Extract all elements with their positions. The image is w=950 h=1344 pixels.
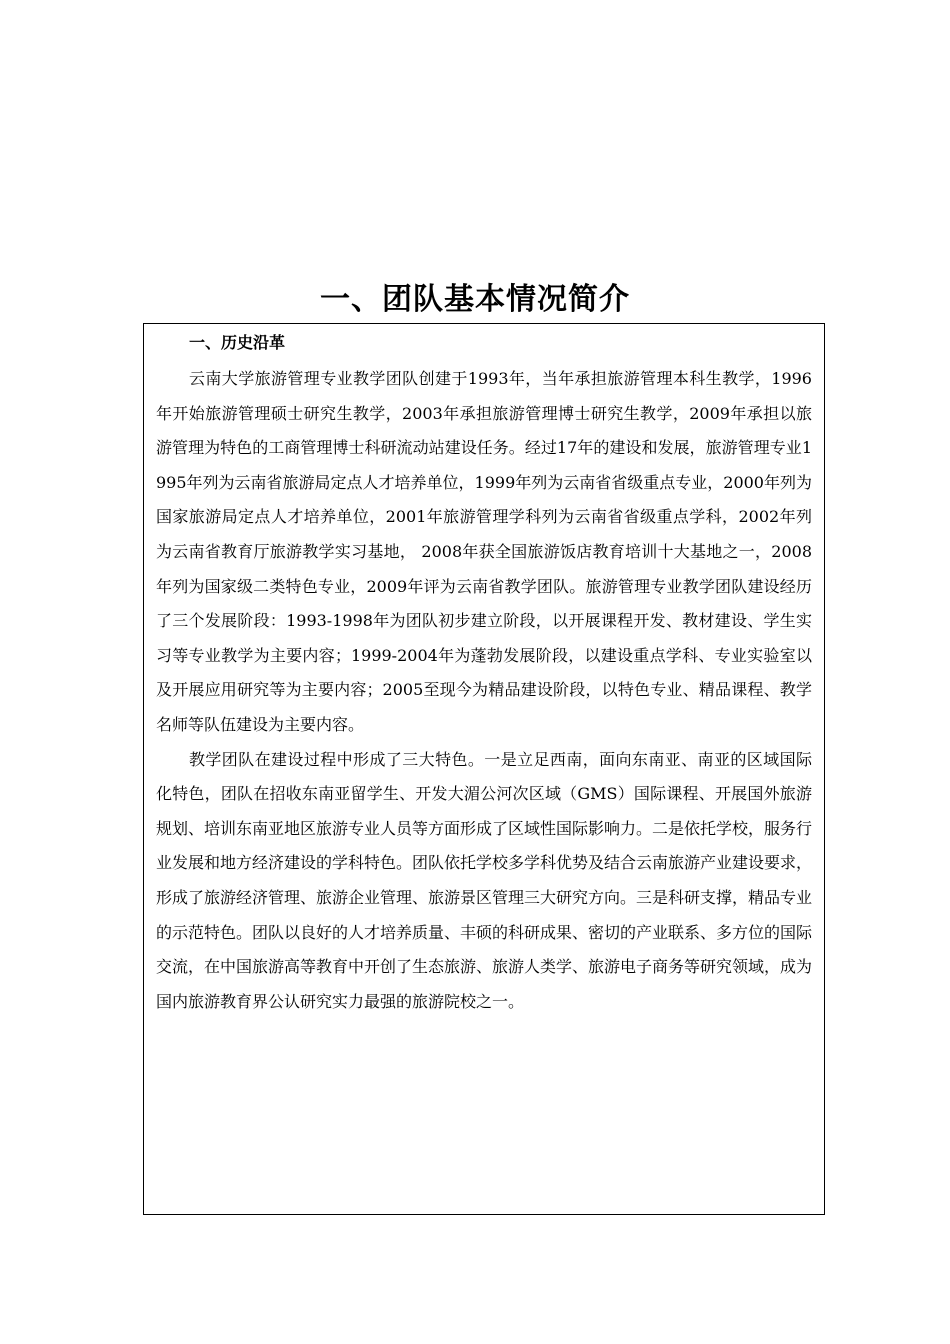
page-title: 一、团队基本情况简介: [320, 282, 630, 317]
paragraph-features: 教学团队在建设过程中形成了三大特色。一是立足西南，面向东南亚、南亚的区域国际化特色，团队在招收东南亚留学生、开发大湄公河次区域（GMS）国际课程、开展国外旅游规划、培训东南亚地区旅游专业人员等方面形成了区域性国际影响力。二是依托学校，服务行业发展和地方经济建设的学科特色。团队依托学校多学科优势及结合云南旅游产业建设要求，形成了旅游经济管理、旅游企业管理、旅游景区管理三大研究方向。三是科研支撑，精品专业的示范特色。团队以良好的人才培养质量、丰硕的科研成果、密切的产业联系、多方位的国际交流，在中国旅游高等教育中开创了生态旅游、旅游人类学、旅游电子商务等研究领域，成为国内旅游教育界公认研究实力最强的旅游院校之一。: [156, 749, 813, 1011]
paragraph-history: 云南大学旅游管理专业教学团队创建于1993年，当年承担旅游管理本科生教学，1996年开始旅游管理硕士研究生教学，2003年承担旅游管理博士研究生教学，2009年承担以旅游管理为特色的工商管理博士科研流动站建设任务。经过17年的建设和发展，旅游管理专业1995年列为云南省旅游局定点人才培养单位，1999年列为云南省省级重点专业，2000年列为国家旅游局定点人才培养单位，2001年旅游管理学科列为云南省省级重点学科，2002年列为云南省教育厅旅游教学实习基地， 2008年获全国旅游饭店教育培训十大基地之一，2008年列为国家级二类特色专业，2009年评为云南省教学团队。旅游管理专业教学团队建设经历了三个发展阶段：1993-1998年为团队初步建立阶段，以开展课程开发、教材建设、学生实习等专业教学为主要内容；1999-2004年为蓬勃发展阶段，以建设重点学科、专业实验室以及开展应用研究等为主要内容；2005至现今为精品建设阶段，以特色专业、精品课程、教学名师等队伍建设为主要内容。: [156, 369, 812, 734]
section-heading: 一、历史沿革: [189, 333, 286, 352]
content-box: [143, 323, 825, 1215]
